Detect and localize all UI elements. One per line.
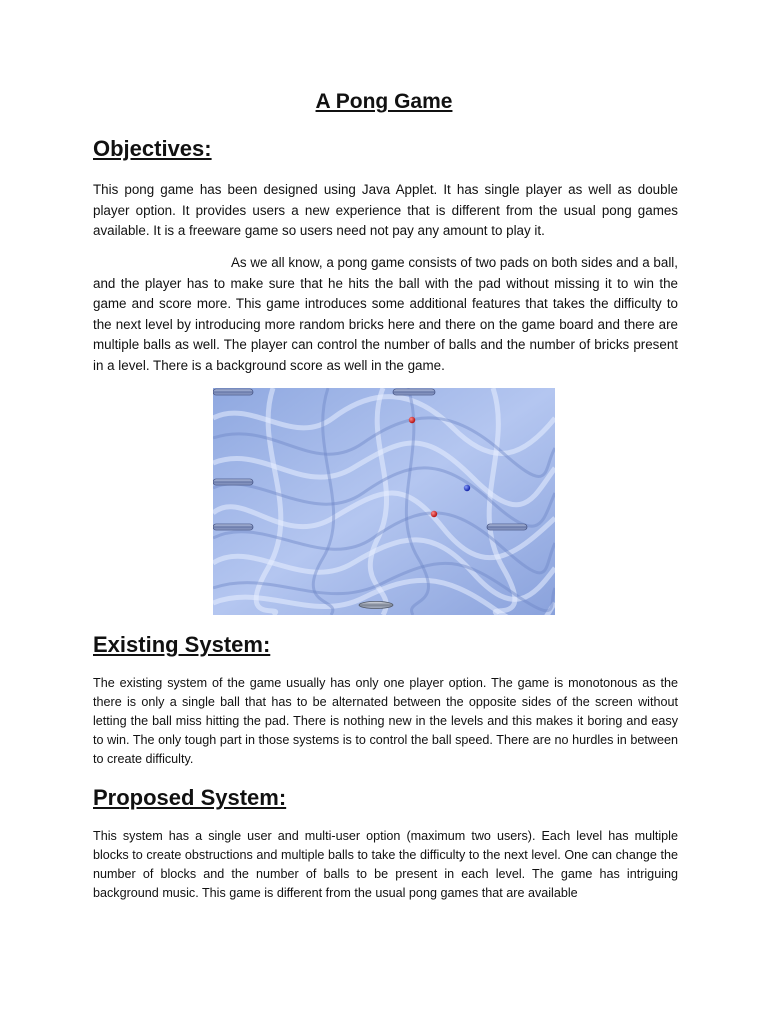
brick-top-left [213, 389, 253, 395]
heading-proposed-system: Proposed System: [93, 785, 287, 810]
red-ball-middle [431, 511, 437, 517]
pong-game-screenshot [213, 388, 555, 615]
brick-right-lower [487, 524, 527, 530]
existing-system-paragraph: The existing system of the game usually has only one player option. The game is monotonous as the there is only a single ball that has to be alternated between the opposite sides of the screen without letting the ball miss hitting the pad. There is nothing new in the levels and this makes it boring and easy to win. The only tough part in those systems is to control the ball speed. There are no hurdles in between to create difficulty. [93, 676, 678, 766]
objectives-paragraph-1: This pong game has been designed using Java Applet. It has single player as well as double player option. It provides users a new experience that is different from the usual pong games available. It is a freeware game so users need not pay any amount to play it. [93, 182, 678, 239]
brick-top-center [393, 389, 435, 395]
document-title: A Pong Game [315, 90, 453, 113]
objectives-paragraph-2: As we all know, a pong game consists of two pads on both sides and a ball, and the player has to make sure that he hits the ball with the pad without missing it to win the game and score more. This game introduces some additional features that takes the difficulty to the next level by introducing more random bricks here and there on the game board and there are multiple balls as well. The player can control the number of balls and the number of bricks present in a level. There is a background score as well in the game. [93, 255, 678, 373]
heading-objectives: Objectives: [93, 136, 212, 161]
red-ball-top [409, 417, 415, 423]
brick-left-middle [213, 479, 253, 485]
blue-ball [464, 485, 470, 491]
brick-left-lower [213, 524, 253, 530]
proposed-system-paragraph: This system has a single user and multi-user option (maximum two users). Each level has multiple blocks to create obstructions and multiple balls to take the difficulty to the next level. One can change the number of blocks and the number of balls to be present in each level. The game has intriguing background music. This game is different from the usual pong games that are available [93, 829, 678, 900]
heading-existing-system: Existing System: [93, 632, 271, 657]
pong-game-board [213, 388, 555, 615]
player-pad [359, 601, 393, 608]
